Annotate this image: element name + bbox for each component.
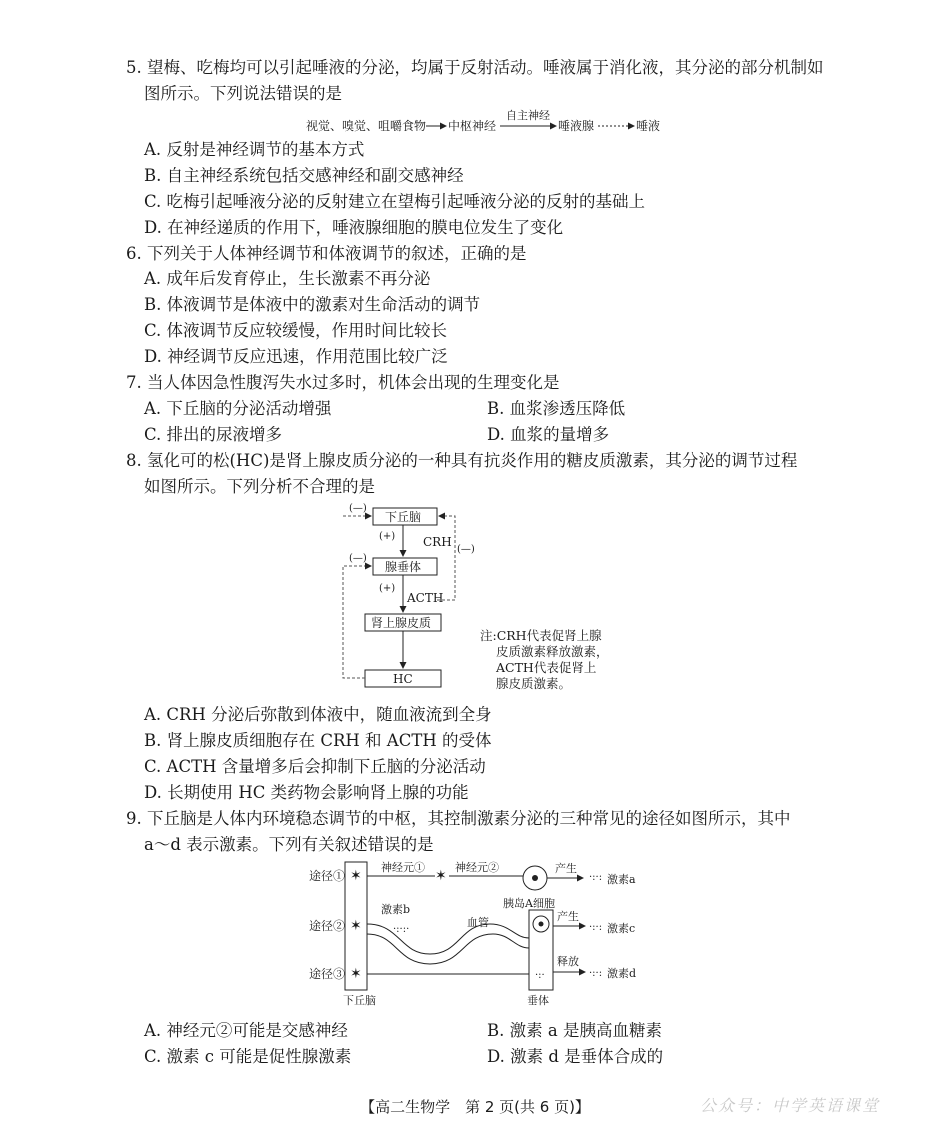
q7-option-c: C. 排出的尿液增多 — [144, 425, 283, 444]
q6-option-d: D. 神经调节反应迅速，作用范围比较广泛 — [144, 347, 448, 366]
label-acth: ACTH — [407, 591, 444, 605]
q7-option-a: A. 下丘脑的分泌活动增强 — [144, 399, 332, 418]
minus-sign-3: (—) — [457, 544, 475, 555]
q5-stem-line1: 5. 望梅、吃梅均可以引起唾液的分泌，均属于反射活动。唾液属于消化液，其分泌的部分机制如 — [126, 58, 824, 77]
pituitary-label: 垂体 — [527, 994, 549, 1007]
minus-sign-2: (—) — [349, 553, 367, 564]
flow-arrow-label: 自主神经 — [506, 109, 550, 122]
produce-label-1: 产生 — [555, 862, 577, 875]
q9-option-d: D. 激素 d 是垂体合成的 — [487, 1047, 664, 1066]
q8-option-d: D. 长期使用 HC 类药物会影响肾上腺的功能 — [144, 783, 469, 802]
q8-hc-regulation-diagram — [335, 500, 495, 695]
box-hc-label: HC — [393, 672, 413, 686]
produce-label-2: 产生 — [557, 910, 579, 923]
hormone-b-label: 激素b — [381, 903, 411, 916]
q8-option-c: C. ACTH 含量增多后会抑制下丘脑的分泌活动 — [144, 757, 486, 776]
path1-label: 途径① — [309, 869, 346, 883]
dots-c: ·:·: — [589, 922, 603, 933]
q9-hypothalamus-pathways-diagram — [305, 858, 675, 1010]
label-crh: CRH — [423, 535, 452, 549]
box-anterior-pituitary-label: 腺垂体 — [385, 560, 422, 574]
q7-stem: 7. 当人体因急性腹泻失水过多时，机体会出现的生理变化是 — [126, 373, 560, 392]
path2-label: 途径② — [309, 919, 346, 933]
q9-option-b: B. 激素 a 是胰高血糖素 — [487, 1021, 662, 1040]
neuron1-label: 神经元① — [381, 861, 425, 874]
q9-stem-line2: a～d 表示激素。下列有关叙述错误的是 — [144, 835, 434, 854]
q8-note-line3: ACTH代表促肾上 — [496, 660, 597, 675]
page-footer: 【高二生物学 第 2 页(共 6 页)】 — [360, 1098, 590, 1116]
q8-option-a: A. CRH 分泌后弥散到体液中，随血液流到全身 — [144, 705, 492, 724]
box-adrenal-cortex-label: 肾上腺皮质 — [371, 616, 432, 630]
q6-option-c: C. 体液调节反应较缓慢，作用时间比较长 — [144, 321, 448, 340]
q5-option-d: D. 在神经递质的作用下，唾液腺细胞的膜电位发生了变化 — [144, 218, 564, 237]
neuron2-label: 神经元② — [455, 861, 499, 874]
q5-option-a: A. 反射是神经调节的基本方式 — [144, 140, 365, 159]
q7-option-d: D. 血浆的量增多 — [487, 425, 610, 444]
hypothalamus-label: 下丘脑 — [343, 994, 376, 1007]
plus-sign-1: (+) — [379, 531, 396, 542]
q6-stem: 6. 下列关于人体神经调节和体液调节的叙述，正确的是 — [126, 244, 527, 263]
neuron-star-2: ✶ — [350, 918, 362, 934]
q9-option-c: C. 激素 c 可能是促性腺激素 — [144, 1047, 352, 1066]
q5-flow-diagram — [300, 108, 680, 140]
flow-step-cns: 中枢神经 — [448, 119, 497, 133]
flow-step-gland: 唾液腺 — [558, 119, 595, 133]
vessel-label: 血管 — [467, 916, 489, 929]
q8-note-line1: 注:CRH代表促肾上腺 — [480, 628, 602, 643]
watermark: 公众号：中学英语课堂 — [700, 1096, 881, 1115]
hormone-a-label: 激素a — [607, 873, 636, 886]
dots-d-inner: ·:· — [535, 970, 545, 981]
q9-stem-line1: 9. 下丘脑是人体内环境稳态调节的中枢，其控制激素分泌的三种常见的途径如图所示，其中 — [126, 809, 791, 828]
flow-step-saliva: 唾液 — [636, 119, 661, 133]
blood-vessel-top — [367, 924, 529, 954]
path3-label: 途径③ — [309, 967, 346, 981]
box-hypothalamus-label: 下丘脑 — [385, 510, 422, 524]
hormone-c-label: 激素c — [607, 922, 636, 935]
q8-stem-line1: 8. 氢化可的松(HC)是肾上腺皮质分泌的一种具有抗炎作用的糖皮质激素，其分泌的调节过程 — [126, 451, 798, 470]
q7-option-b: B. 血浆渗透压降低 — [487, 399, 626, 418]
q8-note-line2: 皮质激素释放激素， — [496, 644, 609, 659]
q6-option-a: A. 成年后发育停止，生长激素不再分泌 — [144, 269, 431, 288]
q6-option-b: B. 体液调节是体液中的激素对生命活动的调节 — [144, 295, 481, 314]
hormone-d-label: 激素d — [607, 967, 637, 980]
neuron-star-4: ✶ — [435, 868, 447, 884]
plus-sign-2: (+) — [379, 583, 396, 594]
minus-sign-1: (—) — [349, 503, 367, 514]
feedback-acth-to-hypothalamus — [437, 516, 455, 600]
dots-d: ·:·: — [589, 968, 603, 979]
release-label: 释放 — [557, 955, 579, 968]
islet-label: 胰岛A细胞 — [503, 897, 555, 910]
neuron-star-3: ✶ — [350, 966, 362, 982]
q9-option-a: A. 神经元②可能是交感神经 — [144, 1021, 348, 1040]
q8-option-b: B. 肾上腺皮质细胞存在 CRH 和 ACTH 的受体 — [144, 731, 492, 750]
q8-stem-line2: 如图所示。下列分析不合理的是 — [144, 477, 375, 496]
dots-a: ·:·: — [589, 872, 603, 883]
neuron-star-1: ✶ — [350, 868, 362, 884]
q8-note-line4: 腺皮质激素。 — [496, 676, 572, 691]
q5-stem-line2: 图所示。下列说法错误的是 — [144, 84, 342, 103]
q5-option-c: C. 吃梅引起唾液分泌的反射建立在望梅引起唾液分泌的反射的基础上 — [144, 192, 646, 211]
dots-b: ·:·:· — [393, 924, 410, 935]
q5-option-b: B. 自主神经系统包括交感神经和副交感神经 — [144, 166, 464, 185]
flow-step-senses: 视觉、嗅觉、咀嚼食物 — [306, 119, 427, 133]
